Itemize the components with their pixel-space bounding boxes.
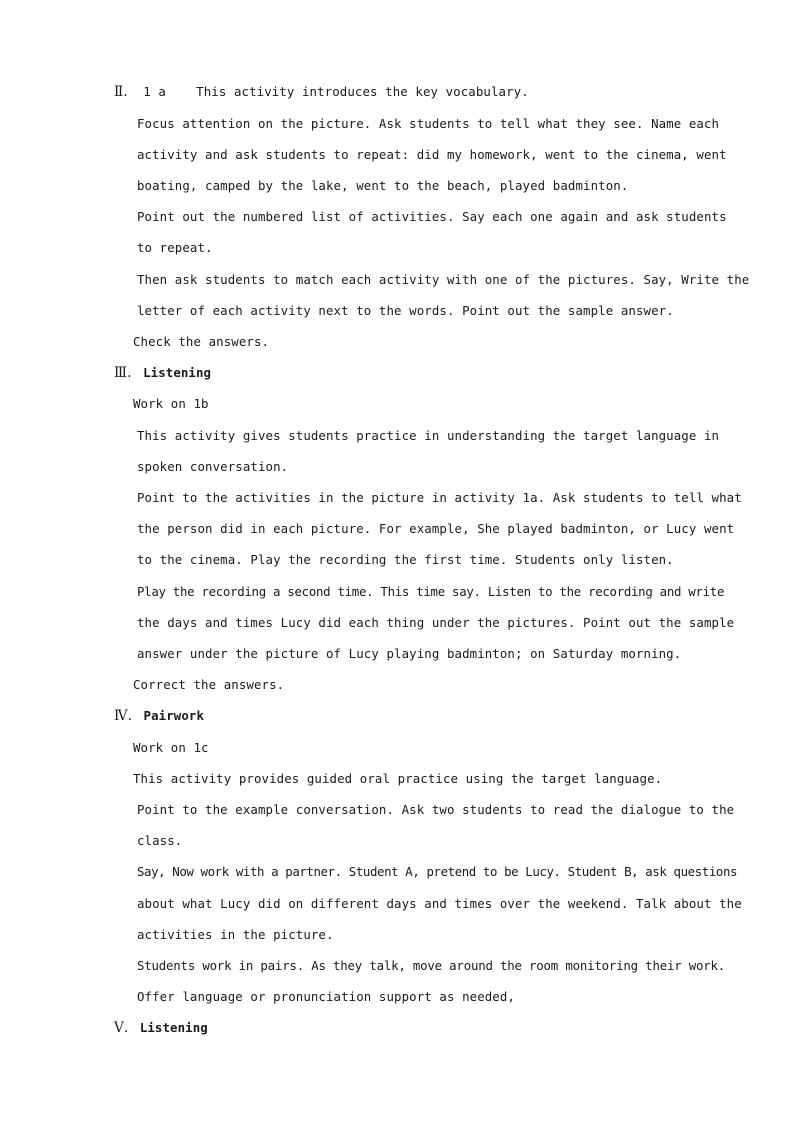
paragraph-line: This activity provides guided oral practice using the target language.	[133, 771, 663, 786]
paragraph-line: Say, Now work with a partner. Student A, pretend to be Lucy. Student B, ask questions	[137, 864, 738, 879]
section-heading-4	[114, 708, 204, 724]
paragraph-line: Offer language or pronunciation support as needed,	[137, 989, 515, 1004]
section-number: Ⅴ.	[114, 1020, 129, 1036]
paragraph-line: Then ask students to match each activity with one of the pictures. Say, Write the	[137, 272, 750, 287]
paragraph-line: Correct the answers.	[133, 677, 285, 692]
paragraph-line: spoken conversation.	[137, 459, 289, 474]
paragraph-line: Point to the activities in the picture in activity 1a. Ask students to tell what	[137, 490, 742, 505]
paragraph-line: letter of each activity next to the words. Point out the sample answer.	[137, 303, 674, 318]
section-heading-text: Listening	[143, 365, 212, 380]
paragraph-line: This activity gives students practice in understanding the target language in	[137, 428, 720, 443]
section-heading-text: Pairwork	[143, 708, 205, 723]
paragraph-line: Students work in pairs. As they talk, move around the room monitoring their work.	[137, 958, 726, 973]
paragraph-line: the days and times Lucy did each thing under the pictures. Point out the sample	[137, 615, 735, 630]
paragraph-line: to repeat.	[137, 240, 213, 255]
section-heading-3	[114, 365, 211, 381]
section-heading-5	[114, 1020, 208, 1036]
section-number: Ⅲ.	[114, 365, 132, 381]
paragraph-line: Check the answers.	[133, 334, 270, 349]
section-heading-2	[114, 84, 529, 100]
paragraph-line: answer under the picture of Lucy playing badminton; on Saturday morning.	[137, 646, 682, 661]
section-number: Ⅱ.	[114, 84, 128, 100]
paragraph-line: activities in the picture.	[137, 927, 334, 942]
section-number: Ⅳ.	[114, 708, 132, 724]
paragraph-line: Play the recording a second time. This time say. Listen to the recording and write	[137, 584, 725, 599]
paragraph-line: the person did in each picture. For example, She played badminton, or Lucy went	[137, 521, 735, 536]
paragraph-line: Point to the example conversation. Ask two students to read the dialogue to the	[137, 802, 735, 817]
paragraph-line: to the cinema. Play the recording the first time. Students only listen.	[137, 552, 674, 567]
paragraph-line: boating, camped by the lake, went to the beach, played badminton.	[137, 178, 629, 193]
paragraph-line: Work on 1c	[133, 740, 209, 755]
section-heading-text: Listening	[139, 1020, 208, 1035]
paragraph-line: Focus attention on the picture. Ask students to tell what they see. Name each	[137, 116, 720, 131]
paragraph-line: activity and ask students to repeat: did my homework, went to the cinema, went	[137, 147, 727, 162]
paragraph-line: class.	[137, 833, 183, 848]
paragraph-line: Work on 1b	[133, 396, 209, 411]
paragraph-line: Point out the numbered list of activities. Say each one again and ask students	[137, 209, 727, 224]
section-heading-text: 1 a This activity introduces the key vocabulary.	[143, 84, 529, 99]
paragraph-line: about what Lucy did on different days and times over the weekend. Talk about the	[137, 896, 742, 911]
